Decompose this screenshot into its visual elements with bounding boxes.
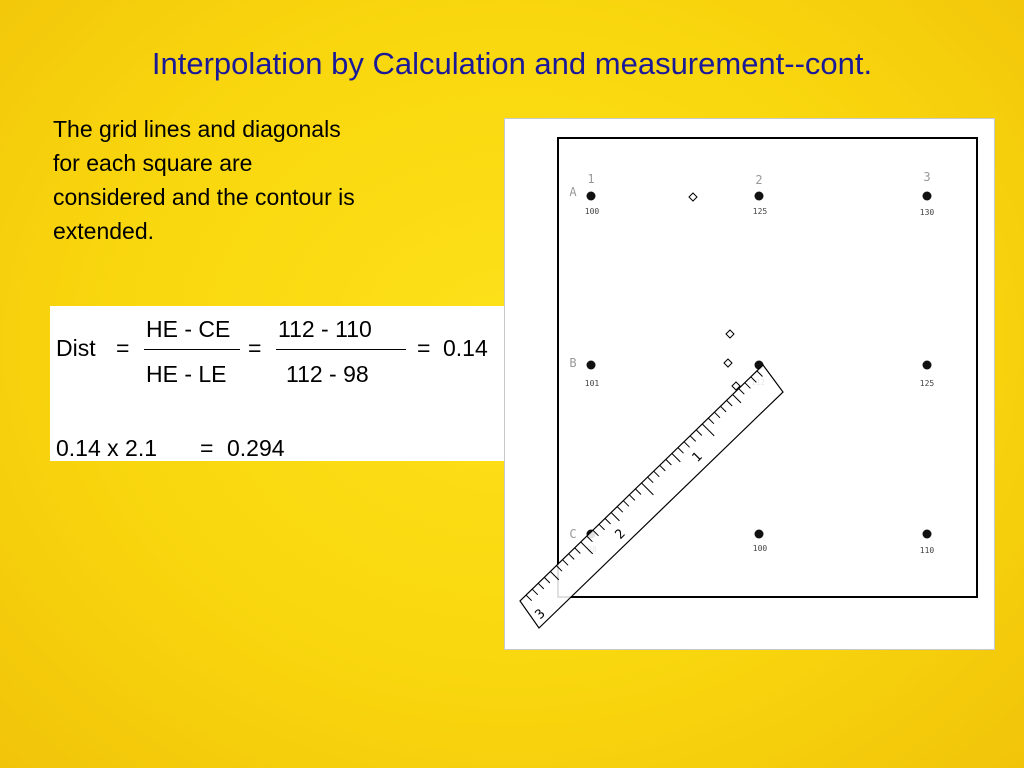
scale-label: 3	[532, 606, 549, 623]
column-label: 1	[587, 172, 595, 186]
fraction1-bar	[144, 349, 240, 350]
point-value: 130	[919, 208, 935, 217]
row-label: B	[569, 356, 577, 370]
contour-marker	[726, 330, 734, 338]
description-line: considered and the contour is	[53, 184, 355, 210]
fraction2-numerator: 112 - 110	[278, 316, 372, 342]
scale-label: 2	[612, 526, 629, 543]
grid-point	[587, 192, 596, 201]
point-value: 125	[919, 379, 935, 388]
row-label: C	[569, 527, 577, 541]
contour-grid-figure	[504, 118, 995, 650]
point-value: 100	[752, 544, 768, 553]
grid-point	[755, 530, 764, 539]
contour-marker	[724, 359, 732, 367]
point-value: 125	[752, 207, 768, 216]
grid-point	[923, 192, 932, 201]
description-line: for each square are	[53, 150, 253, 176]
column-label: 2	[755, 173, 763, 187]
fraction1-numerator: HE - CE	[146, 316, 231, 342]
grid-point	[587, 361, 596, 370]
fraction1-denominator: HE - LE	[146, 361, 227, 387]
point-value: 110	[919, 546, 935, 555]
equals-sign: =	[248, 335, 262, 361]
grid-point	[755, 192, 764, 201]
scale-label: 1	[689, 449, 706, 466]
measuring-scale	[520, 365, 783, 628]
contour-marker	[689, 193, 697, 201]
slide-title: Interpolation by Calculation and measurement--cont.	[151, 46, 873, 81]
product-expression: 0.14 x 2.1	[56, 435, 158, 461]
row-label: A	[569, 185, 577, 199]
point-value: 101	[584, 379, 600, 388]
description-line: The grid lines and diagonals	[53, 116, 341, 142]
grid-point	[923, 530, 932, 539]
dist-label: Dist	[56, 335, 96, 361]
fraction2-bar	[276, 349, 406, 350]
equals-sign: =	[200, 435, 214, 461]
formula-box	[50, 306, 510, 461]
column-label: 3	[923, 170, 931, 184]
grid-point	[923, 361, 932, 370]
grid-diagram	[505, 119, 994, 649]
dist-result: 0.14	[443, 335, 488, 361]
description-text	[53, 112, 453, 248]
equals-sign: =	[116, 335, 130, 361]
equals-sign: =	[417, 335, 431, 361]
product-result: 0.294	[227, 435, 285, 461]
point-value: 100	[584, 207, 600, 216]
description-line: extended.	[53, 218, 155, 244]
fraction2-denominator: 112 - 98	[286, 361, 369, 387]
